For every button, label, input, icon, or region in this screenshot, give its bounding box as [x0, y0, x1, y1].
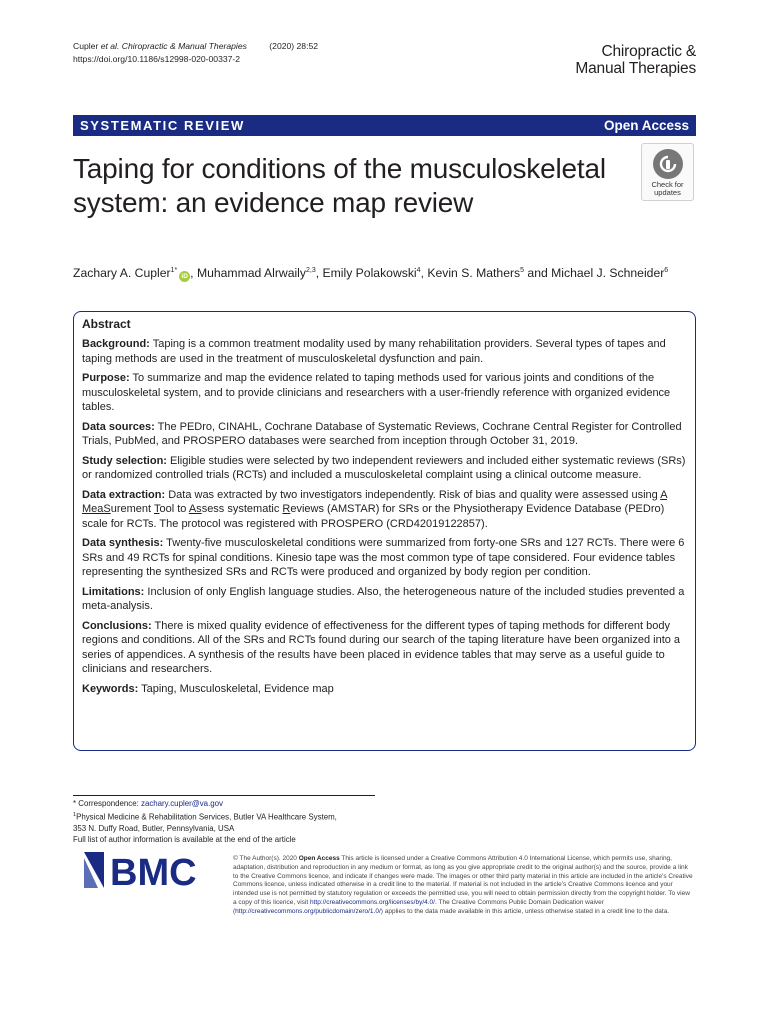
copyright: © The Author(s). 2020: [233, 855, 297, 862]
abstract-heading: Abstract: [82, 317, 131, 331]
author-name[interactable]: , Kevin S. Mathers: [420, 266, 521, 280]
section-text: Taping, Musculoskeletal, Evidence map: [141, 682, 334, 695]
author-affiliation-sup: 1*: [170, 266, 178, 274]
section-text: There is mixed quality evidence of effectiveness for the different types of taping methods for different body regions and conditions. All of the SRs and RCTs found during our search of the taping literature have been organized into a series of appendices. A synthesis of the results have been placed in evidence tables that may serve as a useful guide to clinicians and researchers.: [82, 619, 681, 675]
section-label: Study selection:: [82, 454, 167, 467]
citation-line: [73, 40, 318, 53]
section-text: The PEDro, CINAHL, Cochrane Database of Systematic Reviews, Cochrane Central Register for Controlled Trials, PubMed, and PROSPERO databases were searched from inception through October 31, 2019.: [82, 420, 682, 447]
amstar-rest: sess systematic: [201, 503, 280, 515]
amstar-letter: A: [660, 488, 667, 501]
section-text: [82, 489, 667, 530]
abstract-data-extraction: [82, 488, 687, 532]
doi-link[interactable]: https://doi.org/10.1186/s12998-020-00337-2: [73, 54, 241, 64]
bmc-logo-mark-icon: [84, 852, 216, 888]
amstar-letter: R: [282, 503, 291, 515]
section-label: Data sources:: [82, 420, 155, 433]
check-updates-icon: [653, 149, 683, 179]
correspondence-line: [73, 798, 337, 810]
section-label: Limitations:: [82, 585, 145, 598]
citation-year: (2020) 28:52: [269, 41, 319, 51]
section-label: Conclusions:: [82, 619, 152, 632]
journal-logo-text: [496, 43, 696, 77]
extraction-text-part1: Data was extracted by two investigators independently. Risk of bias and quality were assessed using: [168, 488, 658, 501]
check-for-updates-button[interactable]: [641, 143, 694, 201]
author-affiliation-sup: 5: [520, 266, 525, 274]
license-body: This article is licensed under a Creative Commons Attribution 4.0 International License, which permits use, sharing, adaptation, distribution and reproduction in any medium or format, as long as you give appropriate credit to the original author(s) and the source, provide a link to the Creative Commons licence, and indicate if changes were made. The images or other third party material in this article are included in the article's Creative Commons licence, unless indicated otherwise in a credit line to the material. If material is not included in the article's Creative Commons licence and your intended use is not permitted by statutory regulation or exceeds the permitted use, you will need to obtain permission directly from the copyright holder. To view a copy of this licence, visit: [233, 855, 693, 906]
abstract-purpose: [82, 371, 687, 415]
amstar-letters: MeaS: [82, 503, 111, 515]
license-open-access: Open Access: [298, 855, 340, 862]
section-text: Eligible studies were selected by two independent reviewers and included either systematic reviews (SRs) or randomized controlled trials (RCTs) and included a musculoskeletal complaint using a clinical outcome measure.: [82, 454, 686, 481]
abstract-conclusions: [82, 619, 687, 677]
citation-author: Cupler: [73, 41, 99, 51]
author-affiliation-sup: 2,3: [306, 266, 316, 274]
abstract-keywords: [82, 682, 687, 697]
abstract-study-selection: [82, 454, 687, 483]
citation-journal: Chiropractic & Manual Therapies: [121, 41, 247, 51]
abstract-data-sources: [82, 420, 687, 449]
section-text: Twenty-five musculoskeletal conditions were summarized from forty-one SRs and 127 RCTs. There were 6 SRs and 49 RCTs for spinal conditions. Kinesio tape was the most common type of tape considered. Four evidence tables representing the synthesized SRs and RCTs were produced and organized by body region per condition.: [82, 537, 685, 578]
section-label: Purpose:: [82, 372, 130, 384]
section-label: Data extraction:: [82, 488, 166, 501]
amstar-letters: As: [188, 503, 202, 515]
check-updates-line2: updates: [654, 188, 681, 197]
correspondence-email-link[interactable]: zachary.cupler@va.gov: [141, 799, 223, 808]
license-body-cont: . The Creative Commons Public Domain Dedication waiver (: [233, 898, 604, 915]
bmc-logo: [84, 852, 216, 888]
affiliation-line1: [73, 810, 337, 823]
section-label: Keywords:: [82, 682, 139, 695]
affiliation-line2: 353 N. Duffy Road, Butler, Pennsylvania, USA: [73, 823, 235, 833]
footnotes: [73, 798, 337, 846]
section-label: Data synthesis:: [82, 537, 164, 549]
abstract-background: [82, 337, 687, 366]
section-label: Background:: [82, 338, 150, 350]
author-affiliation-sup: 6: [664, 266, 669, 274]
article-type-label: SYSTEMATIC REVIEW: [80, 118, 245, 133]
amstar-word: [82, 503, 151, 515]
section-text: Inclusion of only English language studies. Also, the heterogeneous nature of the included studies prevented a meta-analysis.: [82, 585, 685, 612]
cc-by-license-link[interactable]: http://creativecommons.org/licenses/by/4.0/: [309, 898, 435, 906]
correspondence-label: * Correspondence:: [73, 799, 139, 808]
author-info-note: Full list of author information is available at the end of the article: [73, 835, 296, 845]
orcid-icon[interactable]: iD: [179, 271, 190, 282]
license-text: [233, 855, 695, 917]
footnote-divider: [73, 795, 375, 796]
affiliation-text: Physical Medicine & Rehabilitation Services, Butler VA Healthcare System,: [76, 812, 337, 822]
journal-name-line2: Manual Therapies: [575, 60, 696, 77]
open-access-label: Open Access: [603, 118, 689, 133]
citation-header: [73, 40, 318, 66]
article-title: Taping for conditions of the musculoskeletal system: an evidence map review: [73, 153, 606, 218]
section-text: Taping is a common treatment modality used by many rehabilitation providers. Several types of tapes and taping methods are used in the treatment of musculoskeletal dysfunction and pain.: [82, 338, 666, 365]
author-affiliation-sup: 4: [416, 266, 421, 274]
citation-etal: et al.: [100, 41, 120, 51]
author-list: [73, 266, 693, 282]
bmc-logo-text: BMC: [110, 852, 197, 888]
license-body-end: ) applies to the data made available in this article, unless otherwise stated in a credit line to the data.: [380, 907, 670, 915]
author-name[interactable]: and Michael J. Schneider: [524, 266, 665, 280]
author-name[interactable]: , Emily Polakowski: [315, 266, 417, 280]
amstar-letter: T: [153, 503, 160, 515]
abstract-limitations: [82, 585, 687, 614]
abstract-data-synthesis: [82, 536, 687, 580]
journal-name-line1: Chiropractic &: [601, 43, 696, 60]
article-type-banner: [73, 115, 696, 136]
author-name[interactable]: Zachary A. Cupler: [73, 266, 171, 280]
extraction-text-part2: eviews (AMSTAR) for SRs or the Physiotherapy Evidence Database (PEDro) scale for RCTs. The protocol was registered with PROSPERO (CRD42019122857).: [82, 503, 665, 530]
cc-zero-license-link[interactable]: http://creativecommons.org/publicdomain/zero/1.0/: [235, 907, 381, 915]
affiliation-sup: 1: [73, 811, 77, 818]
abstract-box: [73, 311, 696, 751]
amstar-rest: ool to: [159, 503, 187, 515]
author-name[interactable]: , Muhammad Alrwaily: [190, 266, 306, 280]
amstar-rest: urement: [110, 503, 152, 515]
check-updates-line1: Check for: [651, 180, 684, 189]
section-text: To summarize and map the evidence related to taping methods used for various joints and conditions of the musculoskeletal system, and to provide clinicians and researchers with a user-friendly reference with organized evidence tables.: [82, 372, 671, 413]
